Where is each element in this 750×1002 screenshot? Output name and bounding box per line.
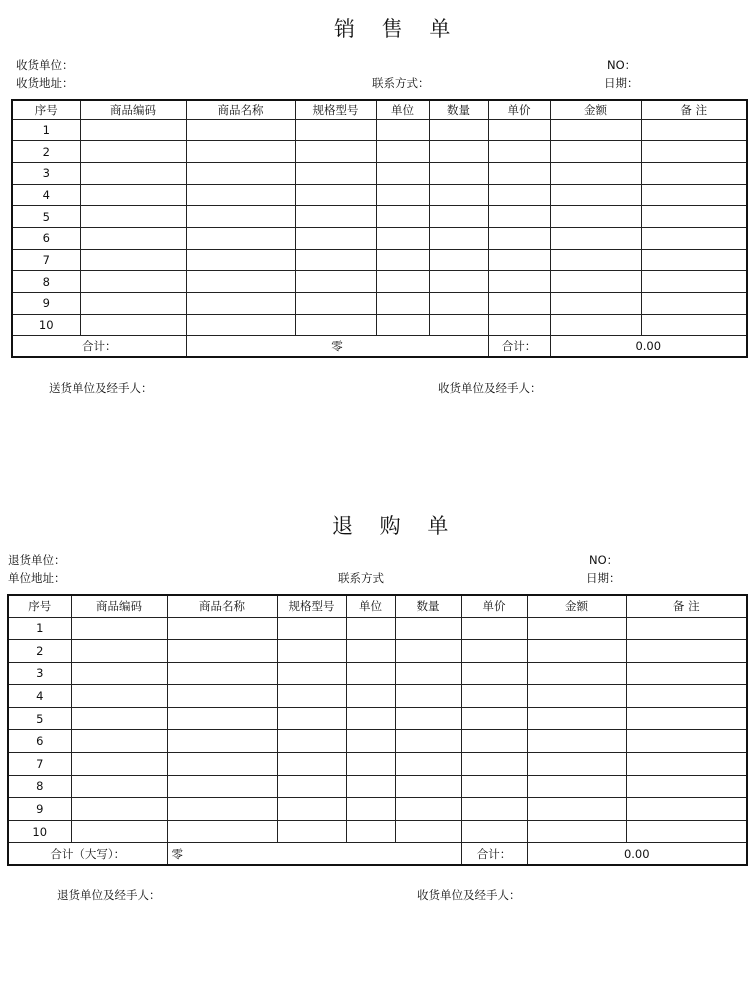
row-index: 1 — [12, 119, 80, 141]
row-index: 1 — [8, 617, 71, 640]
row-index: 5 — [8, 707, 71, 730]
receiver-unit-label: 收货单位： — [16, 58, 74, 72]
cell-quantity[interactable] — [429, 227, 488, 249]
cell-price[interactable] — [488, 249, 550, 271]
cell-price[interactable] — [488, 206, 550, 228]
cell-name[interactable] — [186, 227, 295, 249]
row-index: 6 — [12, 227, 80, 249]
cell-name[interactable] — [186, 314, 295, 336]
cell-remark[interactable] — [626, 662, 747, 685]
cell-amount[interactable] — [527, 775, 626, 798]
total-label: 合计（大写）： — [8, 843, 167, 865]
date-label: 日期： — [604, 76, 639, 90]
cell-remark[interactable] — [626, 753, 747, 776]
column-header-index: 序号 — [8, 595, 71, 617]
cell-name[interactable] — [167, 775, 277, 798]
cell-spec[interactable] — [295, 184, 376, 206]
cell-price[interactable] — [488, 227, 550, 249]
column-header-quantity: 数量 — [395, 595, 461, 617]
no-label: NO： — [589, 553, 619, 567]
sales-items-table — [11, 99, 748, 358]
cell-price[interactable] — [488, 271, 550, 293]
cell-amount[interactable] — [550, 141, 641, 163]
cell-code[interactable] — [80, 119, 186, 141]
cell-spec[interactable] — [277, 617, 346, 640]
cell-unit[interactable] — [376, 293, 429, 315]
cell-quantity[interactable] — [429, 119, 488, 141]
cell-unit[interactable] — [376, 184, 429, 206]
cell-spec[interactable] — [295, 119, 376, 141]
table-row — [8, 640, 747, 663]
cell-spec[interactable] — [295, 249, 376, 271]
cell-price[interactable] — [461, 640, 527, 663]
table-row — [8, 775, 747, 798]
cell-quantity[interactable] — [395, 753, 461, 776]
cell-spec[interactable] — [295, 293, 376, 315]
cell-price[interactable] — [461, 685, 527, 708]
cell-amount[interactable] — [550, 293, 641, 315]
table-row — [8, 730, 747, 753]
cell-name[interactable] — [167, 798, 277, 821]
sender-signature-label: 送货单位及经手人： — [49, 381, 153, 395]
table-row — [12, 119, 747, 141]
column-header-price: 单价 — [488, 100, 550, 119]
cell-code[interactable] — [71, 798, 167, 821]
cell-spec[interactable] — [295, 314, 376, 336]
cell-amount[interactable] — [550, 227, 641, 249]
cell-name[interactable] — [167, 640, 277, 663]
cell-unit[interactable] — [346, 617, 395, 640]
row-index: 4 — [12, 184, 80, 206]
table-row — [8, 707, 747, 730]
total-chinese-value: 零 — [167, 843, 461, 865]
cell-quantity[interactable] — [429, 293, 488, 315]
column-header-amount: 金额 — [527, 595, 626, 617]
cell-spec[interactable] — [277, 798, 346, 821]
row-index: 8 — [8, 775, 71, 798]
column-header-remark: 备 注 — [626, 595, 747, 617]
cell-price[interactable] — [488, 293, 550, 315]
cell-amount[interactable] — [550, 206, 641, 228]
table-row — [12, 293, 747, 315]
row-index: 5 — [12, 206, 80, 228]
cell-name[interactable] — [167, 753, 277, 776]
cell-remark[interactable] — [641, 271, 747, 293]
cell-code[interactable] — [80, 184, 186, 206]
cell-quantity[interactable] — [429, 162, 488, 184]
cell-name[interactable] — [186, 119, 295, 141]
cell-name[interactable] — [167, 685, 277, 708]
cell-remark[interactable] — [641, 249, 747, 271]
cell-name[interactable] — [167, 662, 277, 685]
cell-quantity[interactable] — [429, 206, 488, 228]
cell-price[interactable] — [488, 141, 550, 163]
cell-spec[interactable] — [277, 730, 346, 753]
cell-quantity[interactable] — [395, 617, 461, 640]
cell-amount[interactable] — [550, 249, 641, 271]
cell-spec[interactable] — [295, 141, 376, 163]
cell-code[interactable] — [80, 271, 186, 293]
column-header-index: 序号 — [12, 100, 80, 119]
table-row — [12, 271, 747, 293]
cell-unit[interactable] — [346, 707, 395, 730]
column-header-spec: 规格型号 — [277, 595, 346, 617]
cell-code[interactable] — [71, 820, 167, 843]
table-row — [8, 685, 747, 708]
table-row — [12, 184, 747, 206]
cell-amount[interactable] — [527, 662, 626, 685]
cell-quantity[interactable] — [395, 662, 461, 685]
row-index: 7 — [8, 753, 71, 776]
row-index: 10 — [8, 820, 71, 843]
cell-amount[interactable] — [527, 730, 626, 753]
row-index: 8 — [12, 271, 80, 293]
no-label: NO： — [607, 58, 637, 72]
cell-remark[interactable] — [626, 820, 747, 843]
cell-quantity[interactable] — [395, 640, 461, 663]
table-row — [12, 206, 747, 228]
column-header-spec: 规格型号 — [295, 100, 376, 119]
cell-price[interactable] — [461, 775, 527, 798]
cell-amount[interactable] — [550, 314, 641, 336]
cell-remark[interactable] — [641, 119, 747, 141]
cell-remark[interactable] — [641, 293, 747, 315]
cell-name[interactable] — [186, 271, 295, 293]
cell-price[interactable] — [461, 820, 527, 843]
column-header-price: 单价 — [461, 595, 527, 617]
cell-quantity[interactable] — [395, 707, 461, 730]
cell-remark[interactable] — [641, 314, 747, 336]
return-form-title: 退 购 单 — [332, 514, 459, 538]
total-label: 合计： — [12, 336, 186, 357]
contact-label: 联系方式 — [338, 571, 384, 585]
cell-quantity[interactable] — [395, 775, 461, 798]
cell-unit[interactable] — [346, 640, 395, 663]
table-row — [8, 617, 747, 640]
cell-unit[interactable] — [346, 662, 395, 685]
cell-remark[interactable] — [626, 707, 747, 730]
return-unit-label: 退货单位： — [8, 553, 66, 567]
cell-code[interactable] — [80, 162, 186, 184]
cell-unit[interactable] — [376, 162, 429, 184]
column-header-unit: 单位 — [346, 595, 395, 617]
cell-remark[interactable] — [641, 227, 747, 249]
cell-code[interactable] — [71, 730, 167, 753]
table-header-row — [12, 100, 747, 119]
cell-amount[interactable] — [527, 685, 626, 708]
receiver-address-label: 收货地址： — [16, 76, 74, 90]
cell-amount[interactable] — [527, 798, 626, 821]
cell-quantity[interactable] — [395, 798, 461, 821]
total-row — [12, 336, 747, 357]
cell-remark[interactable] — [626, 775, 747, 798]
cell-unit[interactable] — [346, 753, 395, 776]
cell-price[interactable] — [461, 662, 527, 685]
cell-spec[interactable] — [277, 685, 346, 708]
row-index: 2 — [12, 141, 80, 163]
cell-spec[interactable] — [295, 227, 376, 249]
total-row — [8, 843, 747, 865]
cell-unit[interactable] — [376, 227, 429, 249]
row-index: 2 — [8, 640, 71, 663]
column-header-code: 商品编码 — [80, 100, 186, 119]
cell-spec[interactable] — [295, 271, 376, 293]
cell-spec[interactable] — [277, 707, 346, 730]
table-row — [12, 249, 747, 271]
cell-unit[interactable] — [346, 775, 395, 798]
cell-code[interactable] — [71, 617, 167, 640]
cell-name[interactable] — [186, 293, 295, 315]
cell-name[interactable] — [186, 141, 295, 163]
cell-amount[interactable] — [527, 640, 626, 663]
cell-name[interactable] — [186, 162, 295, 184]
sales-form-title: 销 售 单 — [334, 17, 461, 41]
cell-unit[interactable] — [346, 730, 395, 753]
cell-unit[interactable] — [376, 119, 429, 141]
table-row — [8, 820, 747, 843]
cell-amount[interactable] — [550, 162, 641, 184]
cell-remark[interactable] — [626, 730, 747, 753]
total-amount-label: 合计： — [488, 336, 550, 357]
cell-spec[interactable] — [277, 753, 346, 776]
table-row — [12, 314, 747, 336]
cell-price[interactable] — [488, 184, 550, 206]
cell-code[interactable] — [71, 685, 167, 708]
cell-price[interactable] — [461, 617, 527, 640]
cell-code[interactable] — [80, 293, 186, 315]
table-row — [8, 662, 747, 685]
cell-price[interactable] — [461, 707, 527, 730]
cell-price[interactable] — [488, 162, 550, 184]
table-header-row — [8, 595, 747, 617]
column-header-code: 商品编码 — [71, 595, 167, 617]
cell-code[interactable] — [80, 314, 186, 336]
cell-code[interactable] — [71, 707, 167, 730]
cell-code[interactable] — [80, 249, 186, 271]
column-header-name: 商品名称 — [186, 100, 295, 119]
cell-amount[interactable] — [527, 707, 626, 730]
cell-quantity[interactable] — [395, 730, 461, 753]
cell-name[interactable] — [186, 249, 295, 271]
column-header-name: 商品名称 — [167, 595, 277, 617]
cell-spec[interactable] — [277, 775, 346, 798]
total-chinese-value: 零 — [186, 336, 488, 357]
cell-spec[interactable] — [277, 640, 346, 663]
row-index: 10 — [12, 314, 80, 336]
cell-name[interactable] — [186, 206, 295, 228]
table-row — [12, 162, 747, 184]
cell-spec[interactable] — [277, 662, 346, 685]
cell-quantity[interactable] — [395, 820, 461, 843]
cell-spec[interactable] — [295, 206, 376, 228]
cell-code[interactable] — [80, 141, 186, 163]
cell-quantity[interactable] — [395, 685, 461, 708]
cell-price[interactable] — [461, 753, 527, 776]
returner-signature-label: 退货单位及经手人： — [57, 888, 161, 902]
cell-remark[interactable] — [626, 798, 747, 821]
cell-code[interactable] — [80, 206, 186, 228]
cell-amount[interactable] — [527, 617, 626, 640]
column-header-unit: 单位 — [376, 100, 429, 119]
cell-amount[interactable] — [550, 119, 641, 141]
cell-quantity[interactable] — [429, 184, 488, 206]
cell-remark[interactable] — [626, 617, 747, 640]
cell-quantity[interactable] — [429, 314, 488, 336]
cell-price[interactable] — [461, 730, 527, 753]
row-index: 7 — [12, 249, 80, 271]
table-row — [8, 798, 747, 821]
cell-quantity[interactable] — [429, 249, 488, 271]
cell-unit[interactable] — [346, 820, 395, 843]
cell-amount[interactable] — [527, 753, 626, 776]
return-items-table — [7, 594, 748, 866]
table-row — [8, 753, 747, 776]
table-row — [12, 227, 747, 249]
cell-spec[interactable] — [295, 162, 376, 184]
cell-name[interactable] — [167, 820, 277, 843]
cell-unit[interactable] — [346, 685, 395, 708]
row-index: 9 — [8, 798, 71, 821]
date-label: 日期： — [586, 571, 621, 585]
cell-quantity[interactable] — [429, 141, 488, 163]
cell-remark[interactable] — [626, 685, 747, 708]
cell-amount[interactable] — [550, 271, 641, 293]
row-index: 9 — [12, 293, 80, 315]
unit-address-label: 单位地址： — [8, 571, 66, 585]
contact-label: 联系方式： — [372, 76, 430, 90]
cell-unit[interactable] — [376, 271, 429, 293]
cell-code[interactable] — [71, 775, 167, 798]
cell-name[interactable] — [167, 730, 277, 753]
cell-remark[interactable] — [641, 206, 747, 228]
cell-code[interactable] — [71, 640, 167, 663]
cell-amount[interactable] — [550, 184, 641, 206]
row-index: 6 — [8, 730, 71, 753]
cell-price[interactable] — [461, 798, 527, 821]
cell-price[interactable] — [488, 119, 550, 141]
cell-unit[interactable] — [376, 141, 429, 163]
cell-name[interactable] — [167, 617, 277, 640]
total-amount-label: 合计： — [461, 843, 527, 865]
cell-unit[interactable] — [376, 206, 429, 228]
cell-remark[interactable] — [641, 141, 747, 163]
cell-quantity[interactable] — [429, 271, 488, 293]
receiver-signature-label: 收货单位及经手人： — [417, 888, 521, 902]
row-index: 3 — [12, 162, 80, 184]
cell-remark[interactable] — [641, 184, 747, 206]
cell-amount[interactable] — [527, 820, 626, 843]
cell-remark[interactable] — [641, 162, 747, 184]
column-header-amount: 金额 — [550, 100, 641, 119]
row-index: 4 — [8, 685, 71, 708]
row-index: 3 — [8, 662, 71, 685]
cell-spec[interactable] — [277, 820, 346, 843]
receiver-signature-label: 收货单位及经手人： — [438, 381, 542, 395]
cell-price[interactable] — [488, 314, 550, 336]
total-amount-value: 0.00 — [527, 843, 747, 865]
cell-code[interactable] — [71, 662, 167, 685]
cell-unit[interactable] — [346, 798, 395, 821]
cell-code[interactable] — [71, 753, 167, 776]
cell-name[interactable] — [186, 184, 295, 206]
column-header-remark: 备 注 — [641, 100, 747, 119]
cell-code[interactable] — [80, 227, 186, 249]
cell-unit[interactable] — [376, 249, 429, 271]
cell-name[interactable] — [167, 707, 277, 730]
table-row — [12, 141, 747, 163]
cell-remark[interactable] — [626, 640, 747, 663]
total-amount-value: 0.00 — [550, 336, 747, 357]
column-header-quantity: 数量 — [429, 100, 488, 119]
cell-unit[interactable] — [376, 314, 429, 336]
